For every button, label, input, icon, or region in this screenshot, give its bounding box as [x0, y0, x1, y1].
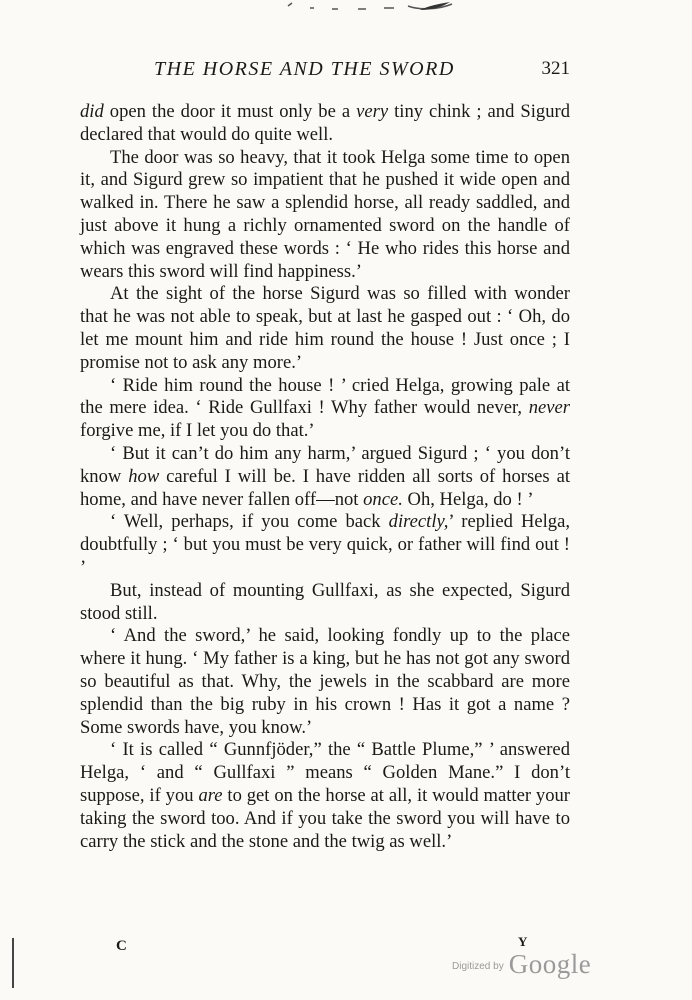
italic-run: did — [80, 101, 104, 122]
digitized-watermark — [452, 949, 591, 980]
text-run: ‘ But it can’t do him any harm,’ argued Sigurd ; ‘ you don’t know — [80, 442, 570, 487]
italic-run: very — [356, 101, 389, 122]
text-run: The door was so heavy, that it took Helga some time to open it, and Sigurd grew so impatient that he pushed it wide open and walked in. There he saw a splendid horse, all ready saddled, and just above it hung a richly ornamented sword on the handle of which was engraved these words : ‘ He who rides this horse and wears this sword will find happiness.’ — [80, 146, 570, 282]
text-run: ’ replied Helga, doubtfully ; ‘ but you must be very quick, or father will find out ! ’ — [80, 511, 570, 578]
paragraph — [80, 443, 570, 511]
text-run: ‘ Ride him round the house ! ’ cried Helga, growing pale at the mere idea. ‘ Ride Gullfaxi ! Why father would never, — [80, 374, 570, 419]
paragraph — [80, 625, 570, 739]
paragraph — [80, 283, 570, 374]
text-run: ‘ It is called “ Gunnfjöder,” the “ Battle Plume,” ’ answered Helga, ‘ and “ Gullfaxi ” means “ Golden Mane.” I don’t suppose, if you — [80, 739, 570, 806]
italic-run: are — [198, 784, 223, 806]
text-run: Oh, Helga, do ! ’ — [402, 488, 534, 510]
paragraph — [80, 580, 570, 626]
running-title: THE HORSE AND THE SWORD — [154, 58, 455, 80]
page-number: 321 — [541, 58, 570, 79]
paragraph — [80, 739, 570, 853]
italic-run: how — [128, 465, 160, 487]
text-run: forgive me, if I let you do that.’ — [80, 420, 315, 442]
running-header — [80, 58, 570, 84]
paragraph — [80, 511, 570, 579]
italic-run: once. — [363, 488, 403, 510]
text-run: But, instead of mounting Gullfaxi, as she expected, Sigurd stood still. — [80, 579, 570, 624]
watermark-prefix: Digitized by — [452, 961, 504, 972]
italic-run: directly, — [388, 511, 449, 533]
italic-run: never — [528, 397, 570, 419]
text-run: open the door it must only be a — [103, 101, 357, 122]
text-run: tiny chink ; and Sigurd declared that would do quite well. — [80, 101, 570, 145]
signature-mark-left: C — [116, 938, 127, 954]
cropped-ornament-icon — [280, 0, 460, 14]
body-text — [80, 101, 570, 853]
text-run: ‘ Well, perhaps, if you come back — [110, 511, 389, 533]
text-run: to get on the horse at all, it would matter your taking the sword too. And if you take the sword you will have to carry the stick and the stone and the twig as well.’ — [80, 784, 570, 852]
watermark-brand: Google — [508, 949, 592, 979]
paragraph — [80, 147, 570, 284]
paragraph — [80, 101, 570, 147]
text-run: ‘ And the sword,’ he said, looking fondly up to the place where it hung. ‘ My father is a king, but he has not got any sword so beautiful as that. Why, the jewels in the scabbard are more splendid than the big ruby in his crown ! Has it got a name ? Some swords have, you know.’ — [80, 625, 570, 738]
signature-mark-right: Y — [518, 934, 528, 949]
text-run: careful I will be. I have ridden all sorts of horses at home, and have never fallen off—not — [80, 465, 571, 510]
paragraph — [80, 375, 570, 443]
text-run: At the sight of the horse Sigurd was so filled with wonder that he was not able to speak, but at last he gasped out : ‘ Oh, do let me mount him and ride him round the house ! Just once ; I promise not to ask any more.’ — [80, 283, 570, 373]
scan-edge-line — [12, 938, 14, 988]
